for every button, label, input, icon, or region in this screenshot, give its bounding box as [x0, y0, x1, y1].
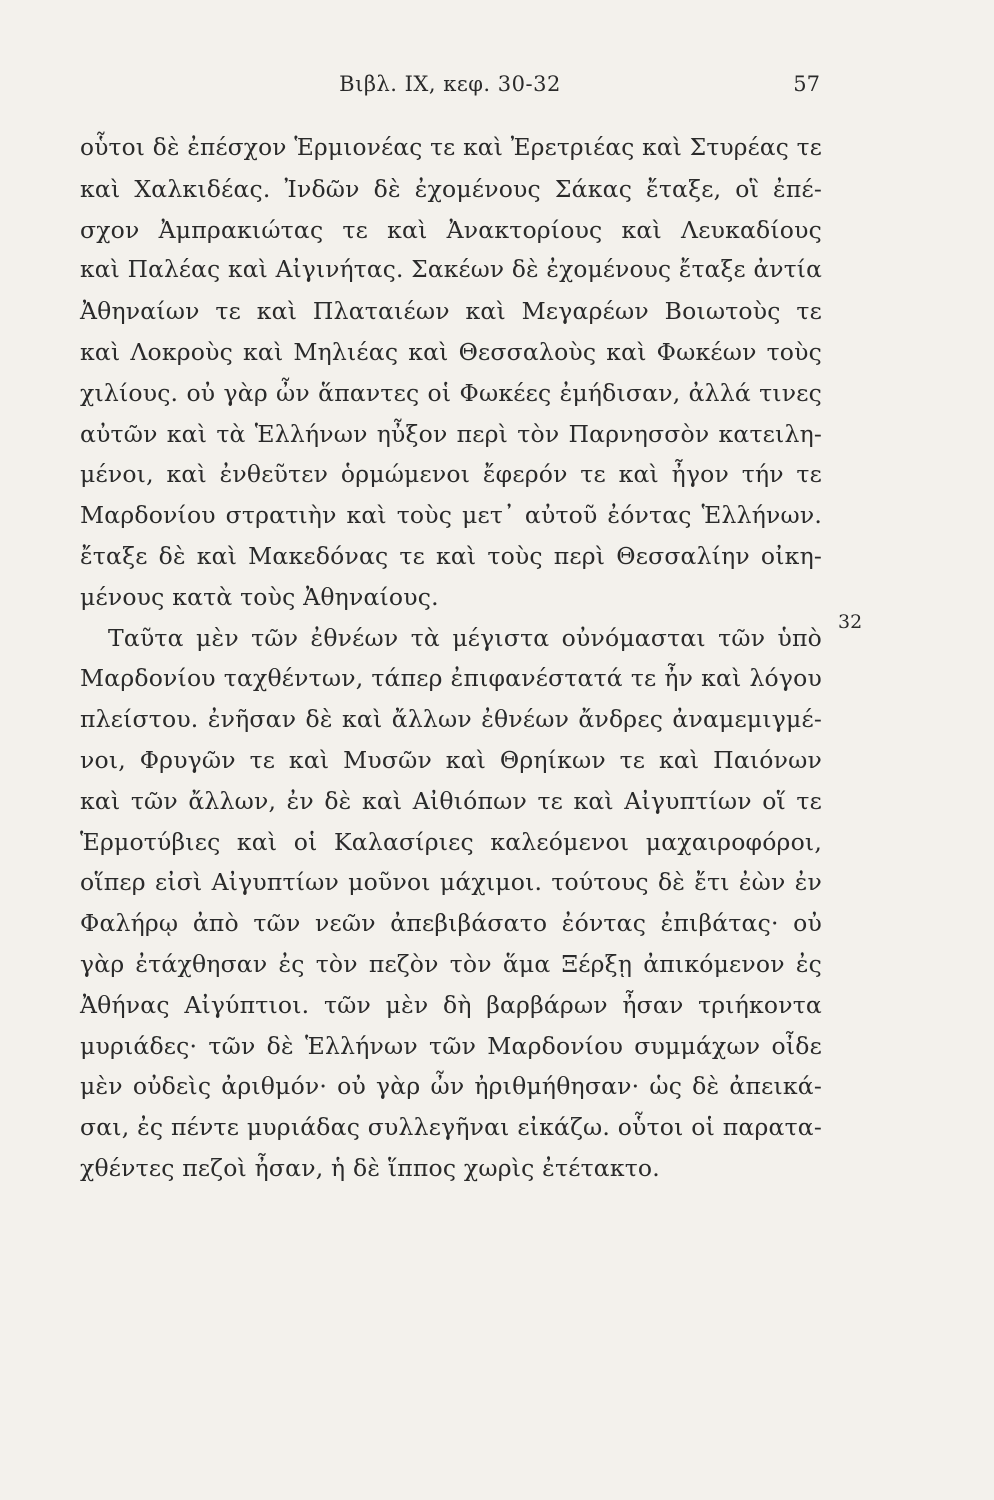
text-line: μένους κατὰ τοὺς Ἀθηναίους. [80, 582, 439, 611]
text-line: χιλίους. οὐ γὰρ ὦν ἅπαντες οἱ Φωκέες ἐμήδισαν, ἀλλά τινες [80, 378, 822, 407]
text-line: γὰρ ἐτάχθησαν ἐς τὸν πεζὸν τὸν ἅμα Ξέρξῃ ἀπικόμενον ἐς [80, 949, 822, 978]
text-line: οὗτοι δὲ ἐπέσχον Ἑρμιονέας τε καὶ Ἐρετριέας καὶ Στυρέας τε [80, 134, 822, 161]
text-line: μὲν οὐδεὶς ἀριθμόν· οὐ γὰρ ὦν ἠριθμήθησαν· ὡς δὲ ἀπεικά- [80, 1072, 822, 1101]
paragraph-start-line: Ταῦτα μὲν τῶν ἐθνέων τὰ μέγιστα οὐνόμασται τῶν ὑπὸ [108, 623, 822, 652]
text-line: νοι, Φρυγῶν τε καὶ Μυσῶν καὶ Θρηίκων τε καὶ Παιόνων [80, 745, 822, 774]
text-line: καὶ Λοκροὺς καὶ Μηλιέας καὶ Θεσσαλοὺς καὶ Φωκέων τοὺς [80, 337, 822, 366]
text-line: σχον Ἀμπρακιώτας τε καὶ Ἀνακτορίους καὶ Λευκαδίους [80, 215, 822, 244]
text-line: καὶ Παλέας καὶ Αἰγινήτας. Σακέων δὲ ἐχομένους ἔταξε ἀντία [80, 256, 822, 284]
text-line: καὶ Χαλκιδέας. Ἰνδῶν δὲ ἐχομένους Σάκας ἔταξε, οἳ ἐπέ- [80, 174, 822, 203]
page-number: 57 [793, 72, 820, 96]
margin-chapter-number: 32 [838, 611, 863, 633]
text-line: μένοι, καὶ ἐνθεῦτεν ὁρμώμενοι ἔφερόν τε καὶ ἦγον τήν τε [80, 460, 822, 489]
text-line: Μαρδονίου στρατιὴν καὶ τοὺς μετ᾽ αὐτοῦ ἐόντας Ἑλλήνων. [80, 501, 822, 530]
text-line: αὐτῶν καὶ τὰ Ἑλλήνων ηὖξον περὶ τὸν Παρνησσὸν κατειλη- [80, 419, 822, 448]
body-text [80, 128, 822, 1189]
running-head [80, 72, 820, 108]
text-line: πλείστου. ἐνῆσαν δὲ καὶ ἄλλων ἐθνέων ἄνδρες ἀναμεμιγμέ- [80, 705, 822, 734]
text-line: ἔταξε δὲ καὶ Μακεδόνας τε καὶ τοὺς περὶ Θεσσαλίην οἰκη- [80, 541, 822, 570]
text-line: Ἑρμοτύβιες καὶ οἱ Καλασίριες καλεόμενοι μαχαιροφόροι, [80, 827, 822, 856]
running-title: Βιβλ. IX, κεφ. 30-32 [339, 72, 561, 96]
text-line: Ἀθήνας Αἰγύπτιοι. τῶν μὲν δὴ βαρβάρων ἦσαν τριήκοντα [80, 990, 822, 1019]
text-line: καὶ τῶν ἄλλων, ἐν δὲ καὶ Αἰθιόπων τε καὶ Αἰγυπτίων οἵ τε [80, 786, 822, 815]
text-line: χθέντες πεζοὶ ἦσαν, ἡ δὲ ἵππος χωρὶς ἐτέτακτο. [80, 1153, 660, 1182]
text-line: Ἀθηναίων τε καὶ Πλαταιέων καὶ Μεγαρέων Βοιωτοὺς τε [80, 297, 822, 326]
text-line: μυριάδες· τῶν δὲ Ἑλλήνων τῶν Μαρδονίου συμμάχων οἶδε [80, 1031, 822, 1060]
text-line: Φαλήρῳ ἀπὸ τῶν νεῶν ἀπεβιβάσατο ἐόντας ἐπιβάτας· οὐ [80, 909, 822, 938]
text-line: σαι, ἐς πέντε μυριάδας συλλεγῆναι εἰκάζω. οὗτοι οἱ παρατα- [80, 1113, 822, 1142]
text-line: οἵπερ εἰσὶ Αἰγυπτίων μοῦνοι μάχιμοι. τούτους δὲ ἔτι ἐὼν ἐν [80, 868, 822, 897]
text-line: Μαρδονίου ταχθέντων, τάπερ ἐπιφανέστατά τε ἦν καὶ λόγου [80, 664, 822, 693]
